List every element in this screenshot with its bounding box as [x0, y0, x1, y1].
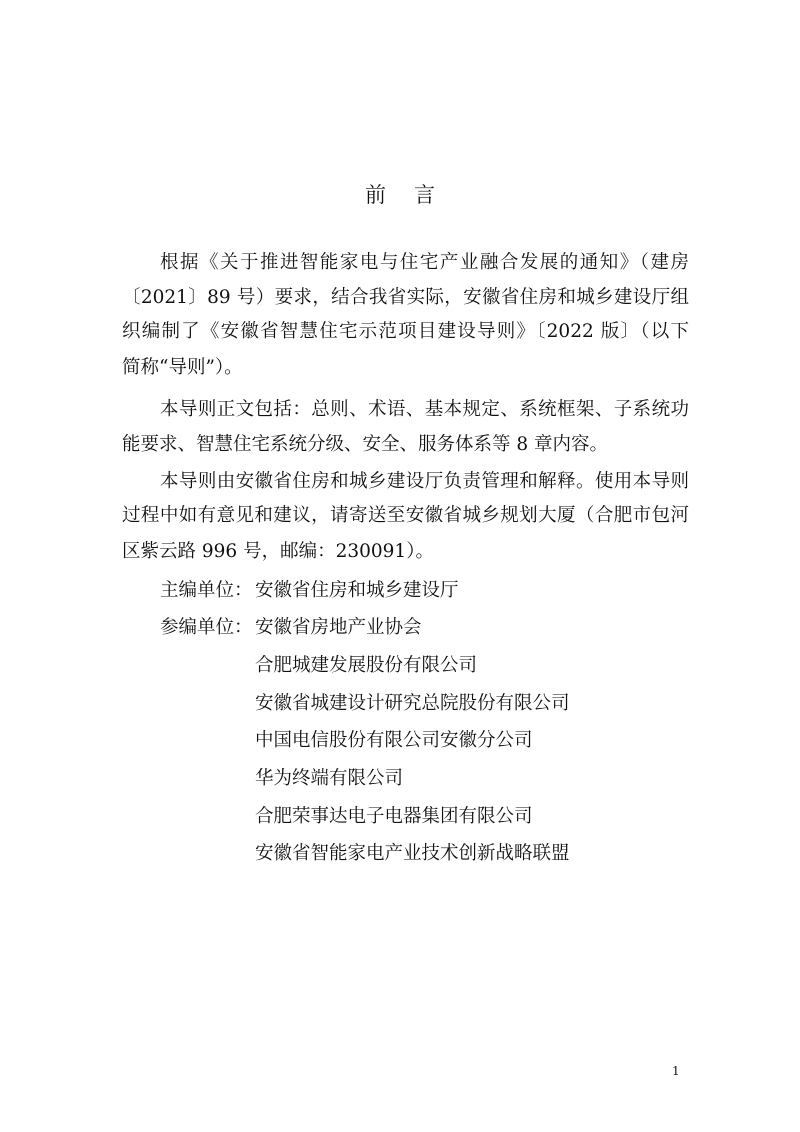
participating-unit: 合肥荣事达电子电器集团有限公司: [255, 806, 533, 827]
participating-unit: 中国电信股份有限公司安徽分公司: [255, 730, 533, 751]
participating-unit: 安徽省城建设计研究总院股份有限公司: [255, 693, 570, 714]
paragraph-1-line-1: 根据《关于推进智能家电与住宅产业融合发展的通知》（建房: [160, 252, 689, 273]
participating-label: 参编单位：: [160, 617, 253, 638]
paragraph-2-line-1: 本导则正文包括：总则、术语、基本规定、系统框架、子系统功: [160, 399, 689, 420]
paragraph-3-line-1: 本导则由安徽省住房和城乡建设厅负责管理和解释。使用本导则: [160, 471, 689, 492]
paragraph-1-line-3: 织编制了《安徽省智慧住宅示范项目建设导则》〔2022 版〕（以下: [122, 321, 689, 342]
paragraph-3-line-3: 区紫云路 996 号，邮编：230091）。: [122, 541, 434, 562]
participating-unit: 合肥城建发展股份有限公司: [255, 655, 478, 676]
page-number: 1: [672, 1064, 680, 1078]
title-char: 前: [365, 183, 386, 207]
paragraph-1-line-2: 〔2021〕89 号）要求，结合我省实际，安徽省住房和城乡建设厅组: [122, 287, 689, 308]
page-title: [0, 179, 800, 209]
participating-unit: 安徽省智能家电产业技术创新战略联盟: [255, 843, 570, 864]
chief-editor-label: 主编单位：: [160, 580, 253, 601]
paragraph-2-line-2: 能要求、智慧住宅系统分级、安全、服务体系等 8 章内容。: [122, 434, 609, 455]
participating-unit: 华为终端有限公司: [255, 768, 404, 789]
chief-editor-value: 安徽省住房和城乡建设厅: [255, 580, 459, 601]
paragraph-3-line-2: 过程中如有意见和建议，请寄送至安徽省城乡规划大厦（合肥市包河: [122, 505, 689, 526]
title-char: 言: [414, 183, 435, 207]
paragraph-1-line-4: 简称“导则”）。: [122, 357, 243, 378]
participating-unit: 安徽省房地产业协会: [255, 617, 422, 638]
